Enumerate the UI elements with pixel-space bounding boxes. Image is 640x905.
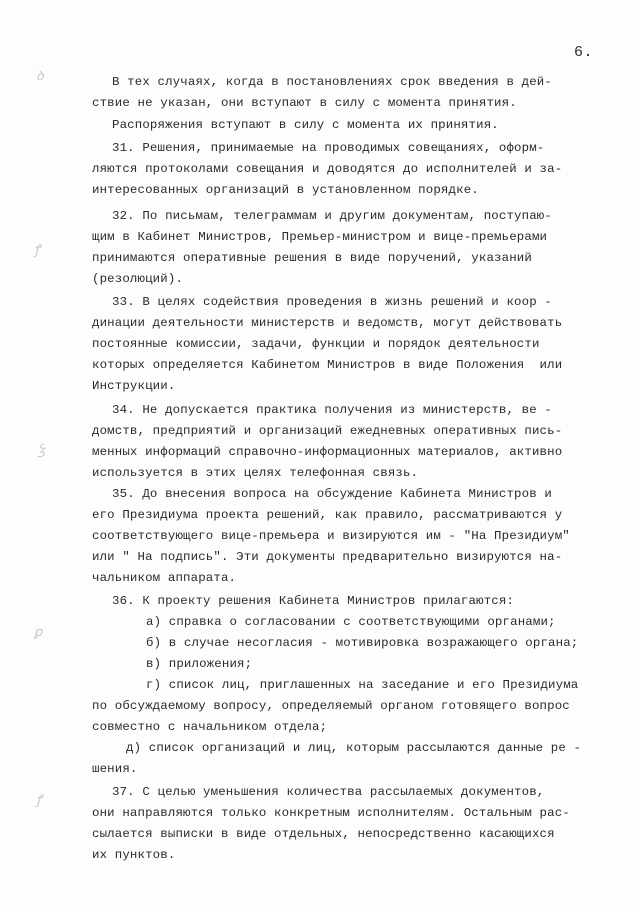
margin-mark: ꝑ [34,625,43,640]
margin-mark: ꝭ [36,793,43,808]
text-line: они направляются только конкретным исполнителям. Остальным рас- [92,806,570,820]
text-line: постоянные комиссии, задачи, функции и порядок деятельности [92,337,540,351]
text-line: шения. [92,762,138,776]
text-line: 32. По письмам, телеграммам и другим документам, поступаю- [112,209,552,223]
text-line: 35. До внесения вопроса на обсуждение Кабинета Министров и [112,487,552,501]
text-line: 31. Решения, принимаемые на проводимых совещаниях, оформ- [112,141,545,155]
margin-mark: ꝺ [36,69,44,84]
text-line: или " На подпись". Эти документы предварительно визируются на- [92,550,563,564]
text-line: Инструкции. [92,379,176,393]
text-line: В тех случаях, когда в постановлениях срок введения в дей- [112,75,552,89]
text-line: интересованных организаций в установленном порядке. [92,183,479,197]
text-line: 37. С целью уменьшения количества рассылаемых документов, [112,785,545,799]
text-line: по обсуждаемому вопросу, определяемый органом готовящего вопрос [92,699,570,713]
text-line: динации деятельности министерств и ведомств, могут действовать [92,316,563,330]
text-line: Распоряжения вступают в силу с момента их принятия. [112,118,499,132]
margin-mark: Ꝣ [38,443,46,458]
text-line: в) приложения; [146,657,253,671]
text-line: его Президиума проекта решений, как правило, рассматриваются у [92,508,563,522]
text-line: 33. В целях содействия проведения в жизнь решений и коор - [112,295,552,309]
text-line: которых определяется Кабинетом Министров в виде Положения или [92,358,563,372]
text-line: щим в Кабинет Министров, Премьер-министром и вице-премьерами [92,230,548,244]
margin-mark: ꝭ [34,243,41,258]
text-line: их пунктов. [92,848,176,862]
text-line: д) список организаций и лиц, которым рассылаются данные ре - [126,741,582,755]
text-line: г) список лиц, приглашенных на заседание и его Президиума [146,678,579,692]
page-number: 6. [574,44,594,61]
text-line: принимаются оперативные решения в виде поручений, указаний [92,251,532,265]
text-line: б) в случае несогласия - мотивировка возражающего органа; [146,636,579,650]
text-line: сылается выписки в виде отдельных, непосредственно касающихся [92,827,555,841]
text-line: домств, предприятий и организаций ежедневных оперативных пись- [92,424,563,438]
text-line: совместно с начальником отдела; [92,720,328,734]
text-line: менных информаций справочно-информационных материалов, активно [92,445,563,459]
text-line: используется в этих целях телефонная связь. [92,466,419,480]
text-line: а) справка о согласовании с соответствующими органами; [146,615,556,629]
text-line: 36. К проекту решения Кабинета Министров прилагаются: [112,594,515,608]
text-line: соответствующего вице-премьера и визируются им - "На Президиум" [92,529,570,543]
text-line: (резолюций). [92,272,184,286]
text-line: 34. Не допускается практика получения из министерств, ве - [112,403,552,417]
text-line: чальником аппарата. [92,571,237,585]
text-line: ляются протоколами совещания и доводятся до исполнителей и за- [92,162,563,176]
text-line: ствие не указан, они вступают в силу с момента принятия. [92,96,517,110]
